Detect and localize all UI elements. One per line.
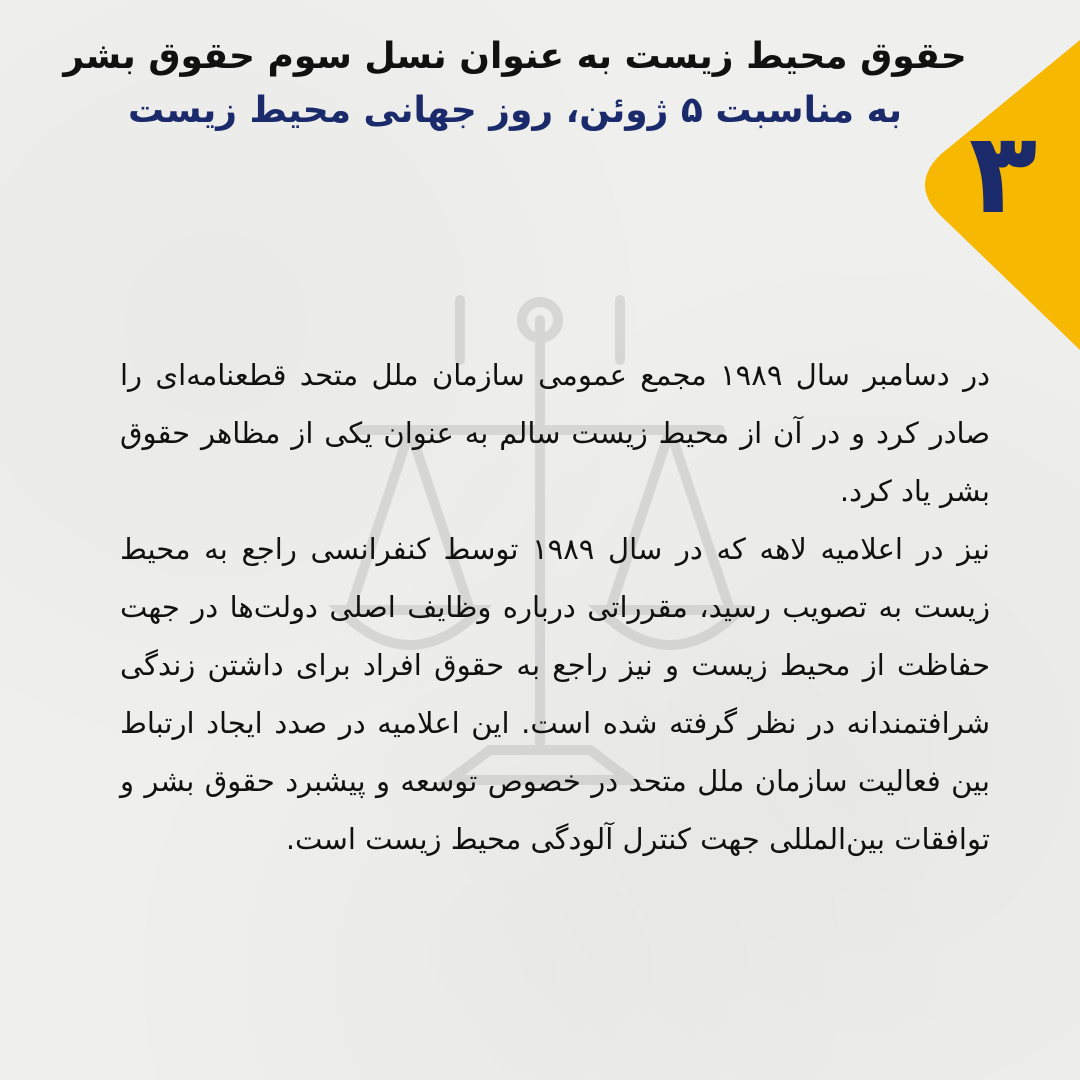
body-paragraph-1: در دسامبر سال ۱۹۸۹ مجمع عمومی سازمان ملل متحد قطعنامه‌ای را صادر کرد و در آن از محیط زیست سالم به عنوان یکی از مظاهر حقوق بشر یاد کرد. xyxy=(120,358,990,508)
page-number-badge: ۳ xyxy=(968,109,1038,239)
body-text xyxy=(120,346,990,868)
page-header xyxy=(60,30,970,138)
page-title: حقوق محیط زیست به عنوان نسل سوم حقوق بشر xyxy=(63,36,967,77)
body-paragraph-2: نیز در اعلامیه لاهه که در سال ۱۹۸۹ توسط کنفرانسی راجع به محیط زیست به تصویب رسید، مقرراتی درباره وظایف اصلی دولت‌ها در جهت حفاظت از محیط زیست و نیز راجع به حقوق افراد برای داشتن زندگی شرافتمندانه در نظر گرفته شده است. این اعلامیه در صدد ایجاد ارتباط بین فعالیت سازمان ملل متحد در خصوص توسعه و پیشبرد حقوق بشر و توافقات بین‌المللی جهت کنترل آلودگی محیط زیست است. xyxy=(120,532,990,856)
page-subtitle: به مناسبت ۵ ژوئن، روز جهانی محیط زیست xyxy=(128,90,902,131)
